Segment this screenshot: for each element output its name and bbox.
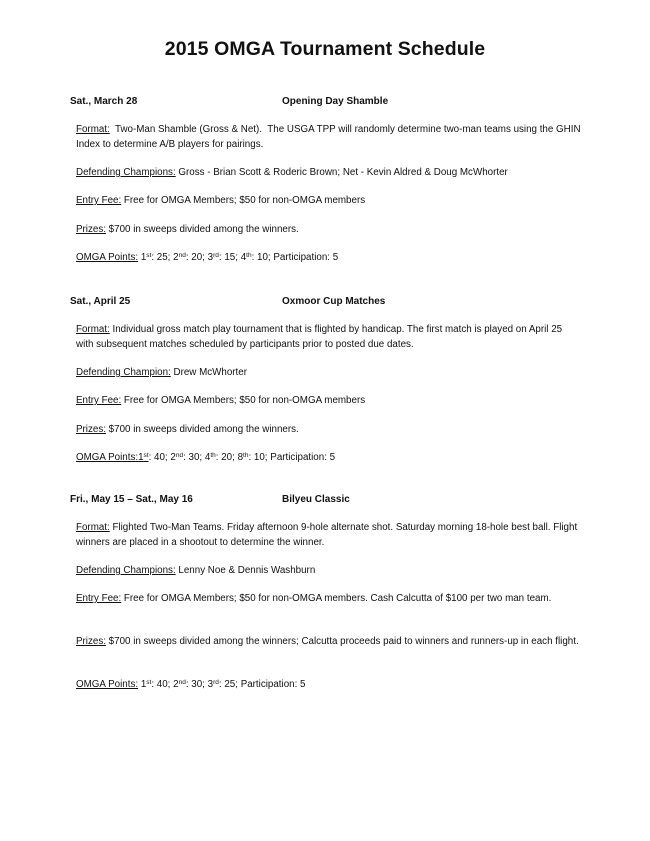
- event-name: Oxmoor Cup Matches: [282, 296, 386, 307]
- omga-points-field: [76, 451, 581, 466]
- entry-fee-text: Free for OMGA Members; $50 for non-OMGA members: [121, 195, 366, 206]
- format-label: Format:: [76, 324, 110, 335]
- points-label: OMGA Points:1st: [76, 452, 149, 463]
- points-fourth: 4th: 20;: [204, 452, 235, 463]
- omga-points-field: [76, 251, 581, 266]
- prizes-label: Prizes:: [76, 636, 106, 647]
- champions-field: [76, 564, 581, 579]
- champions-field: [76, 366, 581, 381]
- prizes-text: $700 in sweeps divided among the winners.: [105, 224, 299, 235]
- format-field: [76, 123, 584, 152]
- event-name: Opening Day Shamble: [282, 96, 389, 107]
- event-name: Bilyeu Classic: [282, 494, 350, 505]
- prizes-label: Prizes:: [76, 224, 106, 235]
- points-participation: Participation: 5: [240, 679, 306, 690]
- format-field: [76, 521, 581, 550]
- event-date: Sat., March 28: [70, 96, 138, 107]
- prizes-label: Prizes:: [76, 424, 106, 435]
- entry-fee-text: Free for OMGA Members; $50 for non-OMGA members: [121, 395, 366, 406]
- points-second: 2nd: 20;: [173, 252, 205, 263]
- prizes-text: $700 in sweeps divided among the winners; Calcutta proceeds paid to winners and runners-up in each flight.: [105, 636, 579, 647]
- page-title: 2015 OMGA Tournament Schedule: [164, 38, 486, 60]
- prizes-field: [76, 635, 581, 650]
- format-label: Format:: [76, 124, 110, 135]
- event-header: [70, 95, 590, 109]
- event-date: Sat., April 25: [70, 296, 131, 307]
- format-label: Format:: [76, 522, 110, 533]
- prizes-field: [76, 223, 581, 238]
- entry-fee-field: [76, 592, 581, 607]
- champions-text: Gross - Brian Scott & Roderic Brown; Net - Kevin Aldred & Doug McWhorter: [175, 167, 508, 178]
- points-fourth: 4th: 10;: [240, 252, 271, 263]
- points-participation: Participation: 5: [273, 252, 339, 263]
- champions-label: Defending Champions:: [76, 167, 176, 178]
- format-text: Two-Man Shamble (Gross & Net). The USGA TPP will randomly determine two-man teams using the GHIN Index to determine A/B players for pairings.: [76, 124, 584, 150]
- points-eighth: 8th: 10;: [237, 452, 268, 463]
- points-first-value: : 40;: [148, 452, 168, 463]
- points-label: OMGA Points:: [76, 252, 139, 263]
- champions-text: Drew McWhorter: [170, 367, 247, 378]
- format-field: [76, 323, 581, 352]
- entry-fee-label: Entry Fee:: [76, 593, 122, 604]
- entry-fee-field: [76, 194, 581, 209]
- points-second: 2nd: 30;: [173, 679, 205, 690]
- event-date: Fri., May 15 – Sat., May 16: [70, 494, 193, 505]
- points-first: 1st: 40;: [140, 679, 171, 690]
- event-header: [70, 295, 590, 309]
- omga-points-field: [76, 678, 581, 693]
- points-second: 2nd: 30;: [170, 452, 203, 463]
- champions-text: Lenny Noe & Dennis Washburn: [175, 565, 316, 576]
- entry-fee-field: [76, 394, 581, 409]
- entry-fee-label: Entry Fee:: [76, 195, 122, 206]
- points-third: 3rd: 25;: [207, 679, 238, 690]
- points-label: OMGA Points:: [76, 679, 139, 690]
- format-text: Individual gross match play tournament that is flighted by handicap. The first match is played on April 25 with subsequent matches scheduled by participants prior to posted due dates.: [76, 324, 563, 350]
- prizes-field: [76, 423, 581, 438]
- points-third: 3rd: 15;: [207, 252, 238, 263]
- champions-field: [76, 166, 581, 181]
- prizes-text: $700 in sweeps divided among the winners.: [105, 424, 299, 435]
- entry-fee-text: Free for OMGA Members; $50 for non-OMGA members. Cash Calcutta of $100 per two man team.: [121, 593, 552, 604]
- points-first: 1st: 25;: [140, 252, 171, 263]
- event-header: [70, 493, 590, 507]
- entry-fee-label: Entry Fee:: [76, 395, 122, 406]
- champions-label: Defending Champion:: [76, 367, 171, 378]
- format-text: Flighted Two-Man Teams. Friday afternoon 9-hole alternate shot. Saturday morning 18-hole best ball. Flight winners are placed in a shootout to determine the winner.: [76, 522, 578, 548]
- points-participation: Participation: 5: [270, 452, 336, 463]
- champions-label: Defending Champions:: [76, 565, 176, 576]
